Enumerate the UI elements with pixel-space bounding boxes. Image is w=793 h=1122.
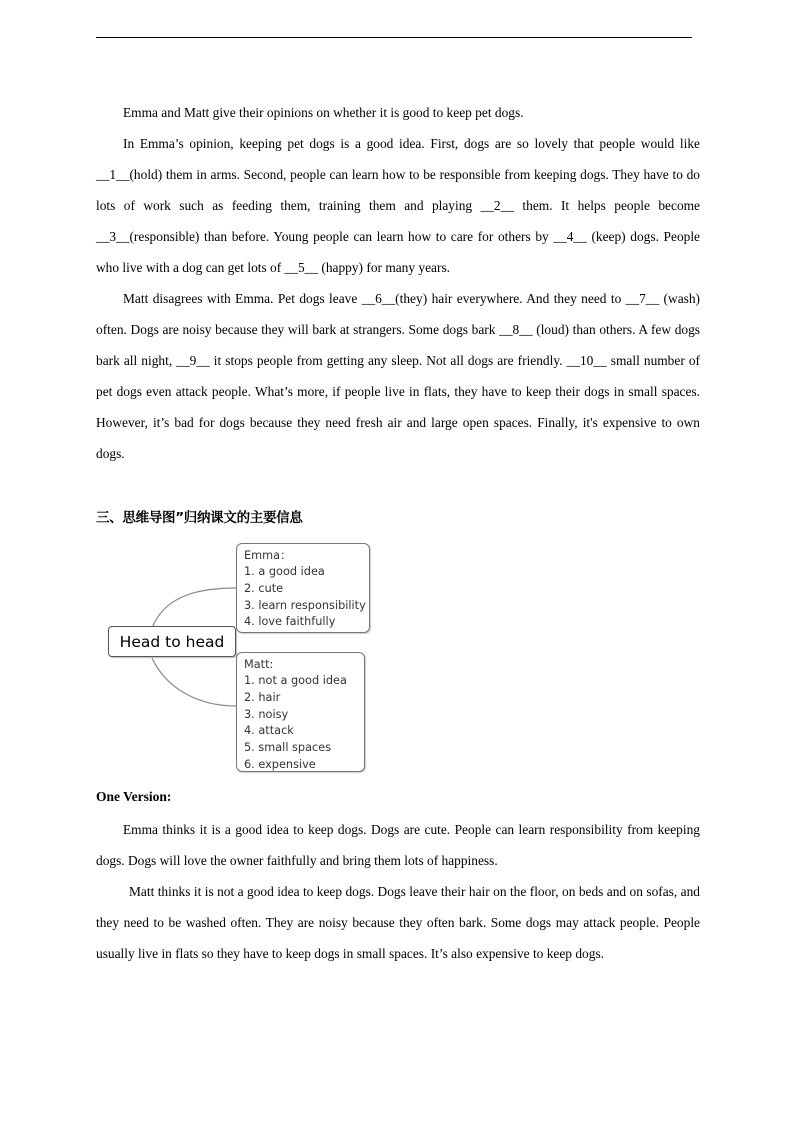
version-matt-paragraph: Matt thinks it is not a good idea to keep dogs. Dogs leave their hair on the floor, on beds and on sofas, and they need to be washed often. They are noisy because they often bark. Some dogs may attack people. People usually live in flats so they have to keep dogs in small spaces. It’s also expensive to keep dogs. bbox=[96, 884, 700, 961]
passage bbox=[96, 97, 700, 469]
passage-matt-paragraph: Matt disagrees with Emma. Pet dogs leave __6__(they) hair everywhere. And they need to __7__ (wash) often. Dogs are noisy because they will bark at strangers. Some dogs bark __8__ (loud) than others. A few dogs bark all night, __9__ it stops people from getting any sleep. Not all dogs are friendly. __10__ small number of pet dogs even attack people. What’s more, if people live in flats, they have to keep their dogs in small spaces. However, it’s bad for dogs because they need fresh air and large open spaces. Finally, it's expensive to own dogs. bbox=[96, 291, 700, 461]
matt-node-item: 5. small spaces bbox=[244, 741, 332, 755]
mind-map bbox=[105, 540, 375, 776]
version-emma-paragraph: Emma thinks it is a good idea to keep dogs. Dogs are cute. People can learn responsibility from keeping dogs. Dogs will love the owner faithfully and bring them lots of happiness. bbox=[96, 822, 700, 868]
passage-emma-paragraph: In Emma’s opinion, keeping pet dogs is a good idea. First, dogs are so lovely that people would like __1__(hold) them in arms. Second, people can learn how to be responsible from keeping dogs. They have to do lots of work such as feeding them, training them and playing __2__ them. It helps people become __3__(responsible) than before. Young people can learn how to care for others by __4__ (keep) dogs. People who live with a dog can get lots of __5__ (happy) for many years. bbox=[96, 136, 700, 275]
connector-emma bbox=[152, 588, 236, 628]
connector-matt bbox=[152, 658, 236, 706]
matt-node-item: 6. expensive bbox=[244, 757, 316, 771]
mind-map-root: Head to head bbox=[108, 626, 236, 657]
header-rule bbox=[96, 37, 692, 38]
matt-node-item: 1. not a good idea bbox=[244, 674, 347, 687]
emma-node-title: Emma： bbox=[244, 549, 292, 562]
passage-intro: Emma and Matt give their opinions on whether it is good to keep pet dogs. bbox=[123, 105, 524, 120]
version-text bbox=[96, 814, 700, 969]
emma-node-item: 2. cute bbox=[244, 581, 284, 595]
emma-node-item: 3. learn responsibility bbox=[244, 598, 366, 612]
section-heading: 三、思维导图”归纳课文的主要信息 bbox=[96, 510, 303, 526]
matt-node-item: 4. attack bbox=[244, 724, 294, 738]
matt-node-title: Matt: bbox=[244, 658, 274, 671]
matt-node-item: 3. noisy bbox=[244, 707, 289, 721]
matt-node-item: 2. hair bbox=[244, 690, 281, 704]
emma-node-item: 4. love faithfully bbox=[244, 615, 336, 629]
mind-map-matt-node bbox=[236, 652, 365, 772]
version-heading: One Version: bbox=[96, 789, 172, 804]
mind-map-emma-node bbox=[236, 543, 370, 633]
emma-node-item: 1. a good idea bbox=[244, 565, 325, 578]
